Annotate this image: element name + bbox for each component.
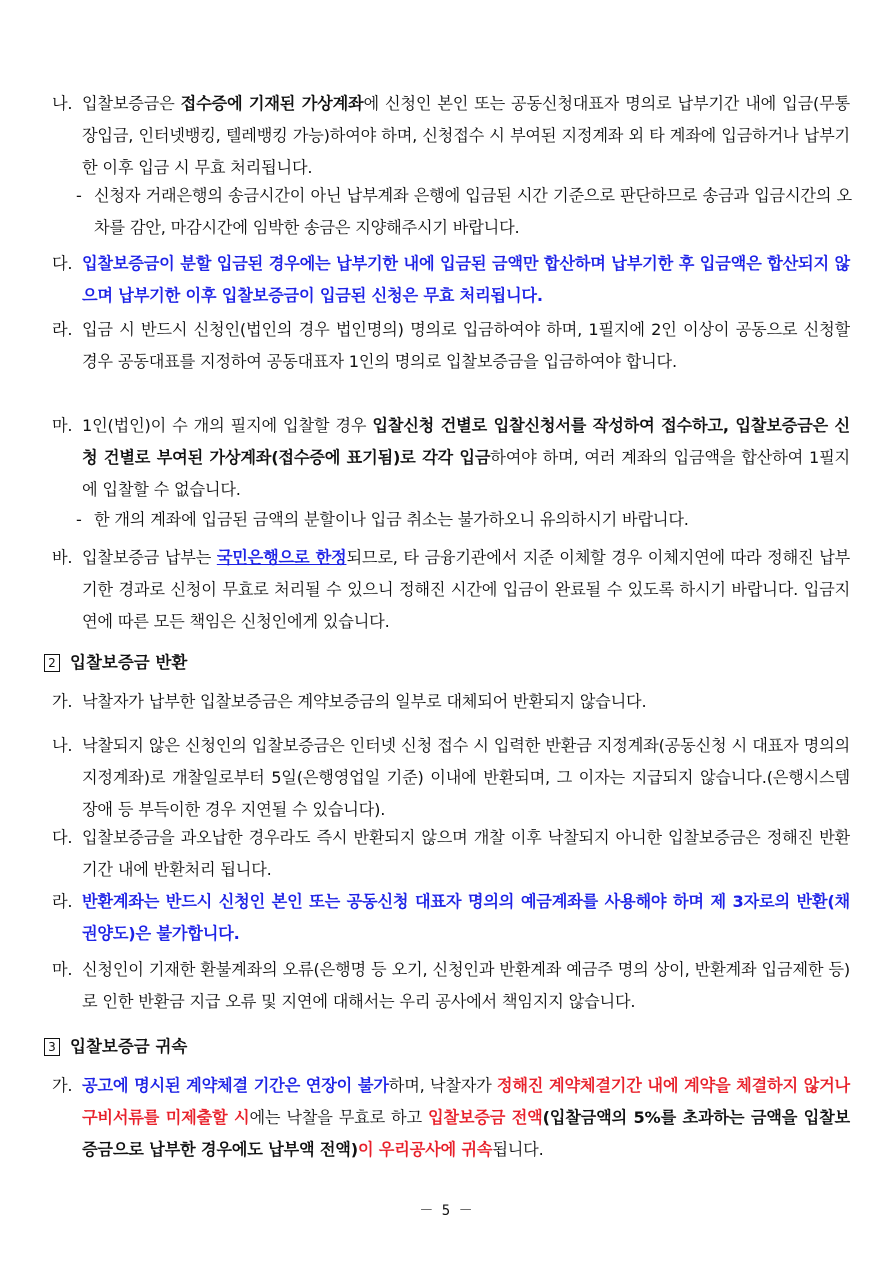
item-marker: 라. bbox=[52, 320, 73, 339]
section-title: 입찰보증금 귀속 bbox=[70, 1037, 188, 1056]
item-bold-text: (입찰금액의 5%를 초과하는 금액을 입찰보증금으로 납부한 경우에도 납부액 전액) bbox=[82, 1108, 850, 1159]
item-ba bbox=[52, 542, 850, 638]
item-marker: 나. bbox=[52, 94, 73, 113]
section-title: 입찰보증금 반환 bbox=[70, 653, 188, 672]
item-text: 낙찰자가 납부한 입찰보증금은 계약보증금의 일부로 대체되어 반환되지 않습니다. bbox=[82, 692, 647, 711]
item-bold-text: 접수증에 기재된 가상계좌 bbox=[180, 94, 364, 113]
item-text: 하며, 낙찰자가 bbox=[388, 1076, 497, 1095]
item-text: 에 신청인 본인 또는 공동신청대표자 명의로 납부기간 내에 입금(무통장입금, 인터넷뱅킹, 텔레뱅킹 가능)하여야 하며, 신청접수 시 부여된 지정계좌 외 타 계좌에 입금하거나 납부기한 이후 입금 시 무효 처리됩니다. bbox=[82, 94, 850, 177]
refund-item-ma bbox=[52, 954, 850, 1018]
page-number: － 5 － bbox=[419, 1203, 473, 1219]
item-text: 입찰보증금을 과오납한 경우라도 즉시 반환되지 않으며 개찰 이후 낙찰되지 아니한 입찰보증금은 정해진 반환기간 내에 반환처리 됩니다. bbox=[82, 828, 850, 879]
sub-text: 신청자 거래은행의 송금시간이 아닌 납부계좌 은행에 입금된 시간 기준으로 판단하므로 송금과 입금시간의 오차를 감안, 마감시간에 임박한 송금은 지양해주시기 바랍니다. bbox=[94, 186, 852, 237]
section-number-box: 2 bbox=[44, 654, 60, 672]
item-blue-text: 공고에 명시된 계약체결 기간은 연장이 불가 bbox=[82, 1076, 389, 1095]
item-marker: 다. bbox=[52, 828, 73, 847]
item-text: 하여야 하며, 여러 계좌의 입금액을 합산하여 1필지에 입찰할 수 없습니다. bbox=[82, 448, 850, 499]
item-marker: 나. bbox=[52, 736, 73, 755]
item-marker: 마. bbox=[52, 416, 73, 435]
item-text: 입금 시 반드시 신청인(법인의 경우 법인명의) 명의로 입금하여야 하며, 1필지에 2인 이상이 공동으로 신청할 경우 공동대표를 지정하여 공동대표자 1인의 명의로 입찰보증금을 입금하여야 합니다. bbox=[82, 320, 850, 371]
item-marker: 가. bbox=[52, 1076, 73, 1095]
item-da bbox=[52, 248, 850, 312]
item-blue-text: 반환계좌는 반드시 신청인 본인 또는 공동신청 대표자 명의의 예금계좌를 사용해야 하며 제 3자로의 반환(채권양도)은 불가합니다. bbox=[82, 892, 850, 943]
item-red-text: 정해진 계약체결기간 내에 계약을 체결하지 않거나 구비서류를 미제출할 시 bbox=[82, 1076, 850, 1127]
sub-item-ma bbox=[76, 504, 852, 536]
section-heading-forfeit bbox=[44, 1034, 187, 1060]
sub-marker: - bbox=[76, 510, 82, 529]
item-text: 되므로, 타 금융기관에서 지준 이체할 경우 이체지연에 따라 정해진 납부기한 경과로 신청이 무효로 처리될 수 있으니 정해진 시간에 입금이 완료될 수 있도록 하시기 바랍니다. 입금지연에 따른 모든 책임은 신청인에게 있습니다. bbox=[82, 548, 850, 631]
forfeit-item-ga bbox=[52, 1070, 850, 1166]
item-marker: 라. bbox=[52, 892, 73, 911]
refund-item-ra bbox=[52, 886, 850, 950]
item-text: 됩니다. bbox=[492, 1140, 544, 1159]
section-heading-refund bbox=[44, 650, 187, 676]
item-marker: 마. bbox=[52, 960, 73, 979]
item-blue-underlined-text: 국민은행으로 한정 bbox=[216, 548, 347, 567]
item-marker: 다. bbox=[52, 254, 73, 273]
item-marker: 가. bbox=[52, 692, 73, 711]
item-text: 낙찰되지 않은 신청인의 입찰보증금은 인터넷 신청 접수 시 입력한 반환금 지정계좌(공동신청 시 대표자 명의의 지정계좌)로 개찰일로부터 5일(은행영업일 기준) 이내에 반환되며, 그 이자는 지급되지 않습니다.(은행시스템 장애 등 부득이한 경우 지연될 수 있습니다). bbox=[82, 736, 850, 819]
item-ma bbox=[52, 410, 850, 506]
item-marker: 바. bbox=[52, 548, 73, 567]
item-red-text: 이 우리공사에 귀속 bbox=[357, 1140, 493, 1159]
item-text: 신청인이 기재한 환불계좌의 오류(은행명 등 오기, 신청인과 반환계좌 예금주 명의 상이, 반환계좌 입금제한 등)로 인한 반환금 지급 오류 및 지연에 대해서는 우리 공사에서 책임지지 않습니다. bbox=[82, 960, 850, 1011]
item-text: 입찰보증금은 bbox=[82, 94, 181, 113]
item-red-text: 입찰보증금 전액 bbox=[427, 1108, 543, 1127]
refund-item-da bbox=[52, 822, 850, 886]
item-text: 에는 낙찰을 무효로 하고 bbox=[249, 1108, 428, 1127]
section-number-box: 3 bbox=[44, 1038, 60, 1056]
item-na bbox=[52, 88, 850, 184]
sub-item-na bbox=[76, 180, 852, 244]
item-blue-text: 입찰보증금이 분할 입금된 경우에는 납부기한 내에 입금된 금액만 합산하며 납부기한 후 입금액은 합산되지 않으며 납부기한 이후 입찰보증금이 입금된 신청은 무효 처리됩니다. bbox=[82, 254, 850, 305]
refund-item-na bbox=[52, 730, 850, 826]
refund-item-ga bbox=[52, 686, 850, 718]
item-text: 입찰보증금 납부는 bbox=[82, 548, 217, 567]
sub-marker: - bbox=[76, 186, 82, 205]
item-ra bbox=[52, 314, 850, 378]
item-bold-text: 입찰신청 건별로 입찰신청서를 작성하여 접수하고, 입찰보증금은 신청 건별로 부여된 가상계좌(접수증에 표기됨)로 각각 입금 bbox=[82, 416, 850, 467]
sub-text: 한 개의 계좌에 입금된 금액의 분할이나 입금 취소는 불가하오니 유의하시기 바랍니다. bbox=[94, 510, 689, 529]
item-text: 1인(법인)이 수 개의 필지에 입찰할 경우 bbox=[82, 416, 373, 435]
